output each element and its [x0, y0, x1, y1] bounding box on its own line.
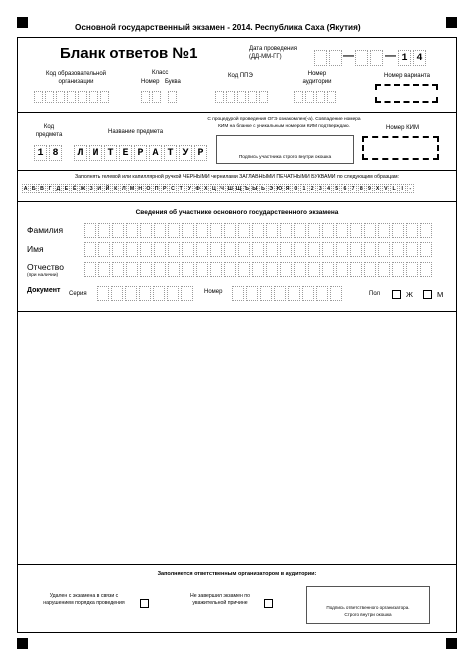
- date-day-cells[interactable]: [314, 50, 342, 66]
- date-format-label: (ДД-ММ-ГГ): [249, 54, 282, 60]
- name-cell[interactable]: [196, 242, 208, 257]
- surname-cell[interactable]: [420, 223, 432, 238]
- gender-female-label: Ж: [406, 290, 413, 299]
- surname-cell[interactable]: [154, 223, 166, 238]
- variant-label: Номер варианта: [384, 73, 430, 79]
- variant-number-box[interactable]: [375, 84, 438, 103]
- organizer-section-title: Заполняется ответственным организатором в аудитории:: [157, 571, 317, 577]
- name-cell[interactable]: [182, 242, 194, 257]
- date-dash: —: [343, 50, 354, 62]
- name-label: Имя: [27, 244, 44, 254]
- document-number-cells[interactable]: [232, 286, 342, 301]
- name-cell[interactable]: [322, 242, 334, 257]
- sample-character: Б: [31, 185, 36, 192]
- divider-3: [17, 201, 457, 202]
- surname-cell[interactable]: [196, 223, 208, 238]
- surname-cell[interactable]: [84, 223, 96, 238]
- patronymic-label: Отчество: [27, 262, 64, 272]
- patronymic-cell[interactable]: [336, 262, 348, 277]
- kim-consent-note-line1: С процедурой проведения ОГЭ ознакомлен(-а). Совпадение номера: [207, 117, 361, 122]
- document-number-cell[interactable]: [246, 286, 258, 301]
- kim-number-label: Номер КИМ: [386, 125, 419, 131]
- sample-character: V: [384, 185, 388, 192]
- patronymic-cell[interactable]: [182, 262, 194, 277]
- document-series-label: Серия: [69, 291, 87, 297]
- surname-cell[interactable]: [378, 223, 390, 238]
- not-finished-label-line1: Не завершил экзамен по: [189, 593, 251, 599]
- name-cell[interactable]: [238, 242, 250, 257]
- patronymic-cell[interactable]: [238, 262, 250, 277]
- sample-character: С: [171, 185, 175, 192]
- surname-cell[interactable]: [266, 223, 278, 238]
- sample-character: 2: [309, 184, 316, 193]
- surname-cell[interactable]: [210, 223, 222, 238]
- surname-cell[interactable]: [364, 223, 376, 238]
- surname-cell[interactable]: [252, 223, 264, 238]
- surname-cell[interactable]: [224, 223, 236, 238]
- surname-cell[interactable]: [280, 223, 292, 238]
- organizer-signature-hint-line1: Подпись ответственного организатора.: [326, 605, 410, 610]
- patronymic-cell[interactable]: [406, 262, 418, 277]
- sample-character: К: [112, 184, 119, 193]
- gender-male-checkbox[interactable]: [423, 290, 432, 299]
- sample-character: П: [154, 185, 159, 192]
- document-series-cell[interactable]: [167, 286, 179, 301]
- date-cell[interactable]: [355, 50, 368, 66]
- class-letter-label: Буква: [165, 79, 181, 85]
- patronymic-cell[interactable]: [364, 262, 376, 277]
- kim-consent-note: [198, 117, 370, 130]
- sample-character: 5: [333, 184, 340, 193]
- subject-code-cell[interactable]: 8: [49, 145, 62, 161]
- surname-cell[interactable]: [336, 223, 348, 238]
- document-number-cell[interactable]: [288, 286, 300, 301]
- not-finished-checkbox[interactable]: [264, 599, 273, 608]
- patronymic-cell[interactable]: [154, 262, 166, 277]
- date-cell[interactable]: [329, 50, 342, 66]
- sample-character: Л: [122, 185, 126, 192]
- sample-character: У: [187, 185, 191, 192]
- document-number-cell[interactable]: [330, 286, 342, 301]
- sample-character: М: [129, 185, 135, 192]
- patronymic-cell[interactable]: [350, 262, 362, 277]
- sample-character: Ь: [261, 185, 265, 192]
- sample-character: Е: [64, 185, 69, 192]
- class-letter-cells[interactable]: [168, 91, 177, 103]
- class-number-label: Номер: [141, 79, 160, 85]
- sample-character: Э: [269, 185, 274, 192]
- surname-cell[interactable]: [350, 223, 362, 238]
- sample-character: 9: [366, 184, 373, 193]
- subject-name-cell[interactable]: А: [149, 145, 162, 161]
- name-cell[interactable]: [294, 242, 306, 257]
- surname-cell[interactable]: [294, 223, 306, 238]
- subject-name-cell[interactable]: И: [89, 145, 102, 161]
- sample-character: Ц: [212, 185, 216, 192]
- sample-character: Я: [285, 185, 290, 192]
- sample-character: 4: [325, 184, 332, 193]
- document-series-cell[interactable]: [139, 286, 151, 301]
- patronymic-cell[interactable]: [112, 262, 124, 277]
- sample-character: Н: [138, 185, 143, 192]
- surname-cell[interactable]: [98, 223, 110, 238]
- patronymic-cells[interactable]: [84, 262, 432, 277]
- patronymic-cell[interactable]: [266, 262, 278, 277]
- divider-2: [17, 170, 457, 171]
- kim-number-box[interactable]: [362, 136, 439, 160]
- sample-character: Й: [105, 185, 110, 192]
- patronymic-cell[interactable]: [420, 262, 432, 277]
- surname-cell[interactable]: [406, 223, 418, 238]
- kim-consent-note-line2: КИМ на бланке с уникальным номером КИМ подтверждаю.: [218, 123, 350, 129]
- name-cell[interactable]: [280, 242, 292, 257]
- class-label: Класс: [152, 70, 169, 76]
- name-cell[interactable]: [350, 242, 362, 257]
- divider-5: [17, 564, 457, 565]
- not-finished-label-line2: уважительной причине: [192, 600, 248, 606]
- patronymic-cell[interactable]: [322, 262, 334, 277]
- page-title: Основной государственный экзамен - 2014. Республика Саха (Якутия): [75, 23, 361, 32]
- document-series-cell[interactable]: [97, 286, 109, 301]
- name-cell[interactable]: [266, 242, 278, 257]
- sample-character: Ъ: [244, 185, 249, 192]
- corner-marker-top-right: [446, 17, 457, 28]
- divider-1: [17, 112, 457, 113]
- patronymic-cell[interactable]: [84, 262, 96, 277]
- form-name: Бланк ответов №1: [60, 45, 198, 62]
- name-cell[interactable]: [336, 242, 348, 257]
- name-cell[interactable]: [140, 242, 152, 257]
- auditorium-label-line2: аудитории: [302, 79, 332, 85]
- surname-cell[interactable]: [112, 223, 124, 238]
- subject-code-label: [34, 123, 64, 139]
- document-series-cell[interactable]: [153, 286, 165, 301]
- patronymic-note: (при наличии): [27, 273, 59, 278]
- corner-marker-bottom-left: [17, 638, 28, 649]
- date-year-cells[interactable]: [398, 50, 426, 66]
- name-cell[interactable]: [112, 242, 124, 257]
- name-cell[interactable]: [364, 242, 376, 257]
- sample-character: 6: [341, 184, 348, 193]
- sample-character: Ы: [252, 185, 258, 192]
- subject-code-cell[interactable]: 1: [34, 145, 47, 161]
- patronymic-cell[interactable]: [98, 262, 110, 277]
- name-cell[interactable]: [84, 242, 96, 257]
- participant-signature-hint: Подпись участника строго внутри окошка: [238, 155, 332, 160]
- sample-character: И: [97, 185, 102, 192]
- name-cell[interactable]: [378, 242, 390, 257]
- name-cell[interactable]: [420, 242, 432, 257]
- name-cell[interactable]: [210, 242, 222, 257]
- document-number-cell[interactable]: [260, 286, 272, 301]
- sample-character: В: [40, 185, 44, 192]
- subject-code-label-line1: Код: [43, 124, 55, 130]
- name-cell[interactable]: [98, 242, 110, 257]
- date-month-cells[interactable]: [355, 50, 383, 66]
- sample-character: 1: [300, 184, 307, 193]
- removed-label-line2: нарушением порядка проведения: [43, 600, 125, 606]
- sample-character: 8: [358, 184, 365, 193]
- subject-name-cell[interactable]: Л: [74, 145, 87, 161]
- surname-cell[interactable]: [322, 223, 334, 238]
- name-cell[interactable]: [154, 242, 166, 257]
- ppe-code-label: Код ППЭ: [228, 73, 253, 79]
- document-series-cell[interactable]: [111, 286, 123, 301]
- sample-character: Т: [178, 184, 185, 193]
- subject-name-cell[interactable]: Р: [134, 145, 147, 161]
- name-cell[interactable]: [224, 242, 236, 257]
- sample-character: Ю: [276, 185, 283, 192]
- sample-character: Х: [203, 185, 208, 192]
- patronymic-cell[interactable]: [196, 262, 208, 277]
- sample-character: З: [89, 185, 93, 192]
- patronymic-cell[interactable]: [294, 262, 306, 277]
- subject-name-cell[interactable]: Р: [194, 145, 207, 161]
- subject-name-label: Название предмета: [108, 129, 164, 135]
- patronymic-cell[interactable]: [140, 262, 152, 277]
- not-finished-label: [176, 593, 264, 607]
- date-cell[interactable]: [370, 50, 383, 66]
- sample-character: О: [146, 185, 151, 192]
- surname-label: Фамилия: [27, 225, 64, 235]
- document-number-cell[interactable]: [232, 286, 244, 301]
- auditorium-label: [295, 70, 339, 86]
- sample-character: L: [390, 184, 397, 193]
- sample-character: Ш: [227, 185, 233, 192]
- sample-character: Р: [163, 185, 167, 192]
- name-cell[interactable]: [252, 242, 264, 257]
- gender-male-label: М: [437, 290, 444, 299]
- corner-marker-bottom-right: [446, 638, 457, 649]
- document-number-cell[interactable]: [302, 286, 314, 301]
- document-number-label: Номер: [204, 289, 223, 295]
- surname-cell[interactable]: [238, 223, 250, 238]
- org-code-cells[interactable]: [34, 91, 109, 103]
- fill-instructions: Заполнять гелевой или капиллярной ручкой ЧЕРНЫМИ чернилами ЗАГЛАВНЫМИ ПЕЧАТНЫМИ БУКВАМИ по следующим образцам:: [75, 174, 399, 180]
- subject-name-cells[interactable]: [74, 145, 207, 161]
- date-dash: —: [385, 50, 396, 62]
- sample-character: -: [407, 184, 414, 193]
- document-series-cells[interactable]: [97, 286, 193, 301]
- surname-cell[interactable]: [392, 223, 404, 238]
- date-cell[interactable]: 4: [413, 50, 426, 66]
- patronymic-cell[interactable]: [280, 262, 292, 277]
- name-cell[interactable]: [308, 242, 320, 257]
- class-number-cells[interactable]: [141, 91, 161, 103]
- sample-character: 0: [292, 184, 299, 193]
- removed-checkbox[interactable]: [140, 599, 149, 608]
- document-series-cell[interactable]: [125, 286, 137, 301]
- name-cell[interactable]: [168, 242, 180, 257]
- surname-cell[interactable]: [126, 223, 138, 238]
- organizer-signature-hint: [306, 605, 430, 618]
- org-code-label: [36, 70, 116, 86]
- document-number-cell[interactable]: [316, 286, 328, 301]
- name-cell[interactable]: [126, 242, 138, 257]
- patronymic-cell[interactable]: [168, 262, 180, 277]
- surname-cell[interactable]: [168, 223, 180, 238]
- patronymic-cell[interactable]: [308, 262, 320, 277]
- sample-characters: [22, 184, 414, 193]
- sample-character: Щ: [235, 185, 242, 192]
- ppe-code-cells[interactable]: [215, 91, 268, 103]
- sample-character: 7: [350, 184, 357, 193]
- sample-character: X: [375, 185, 380, 192]
- sample-character: Ф: [195, 185, 200, 192]
- sample-character: 3: [317, 184, 324, 193]
- sample-character: Г: [47, 184, 54, 193]
- date-label: Дата проведения: [249, 46, 297, 52]
- surname-cell[interactable]: [140, 223, 152, 238]
- removed-label: [30, 593, 138, 607]
- sample-character: I: [399, 184, 406, 193]
- sample-character: Д: [56, 185, 61, 192]
- removed-label-line1: Удален с экзамена в связи с: [49, 593, 119, 599]
- subject-name-cell[interactable]: Т: [164, 145, 177, 161]
- date-cell[interactable]: [314, 50, 327, 66]
- org-code-label-line2: организации: [58, 79, 94, 85]
- date-cell[interactable]: 1: [398, 50, 411, 66]
- subject-name-cell[interactable]: Е: [119, 145, 132, 161]
- sample-character: Ч: [220, 185, 224, 192]
- document-series-cell[interactable]: [181, 286, 193, 301]
- name-cell[interactable]: [392, 242, 404, 257]
- document-number-cell[interactable]: [274, 286, 286, 301]
- gender-label: Пол: [369, 291, 381, 297]
- auditorium-label-line1: Номер: [307, 71, 327, 77]
- surname-cell[interactable]: [182, 223, 194, 238]
- sample-character: Ж: [80, 185, 86, 192]
- patronymic-cell[interactable]: [126, 262, 138, 277]
- surname-cell[interactable]: [308, 223, 320, 238]
- org-code-label-line1: Код образовательной: [45, 71, 107, 77]
- gender-female-checkbox[interactable]: [392, 290, 401, 299]
- auditorium-cells[interactable]: [294, 91, 336, 103]
- patronymic-cell[interactable]: [252, 262, 264, 277]
- patronymic-cell[interactable]: [392, 262, 404, 277]
- patronymic-cell[interactable]: [210, 262, 222, 277]
- subject-name-cell[interactable]: У: [179, 145, 192, 161]
- organizer-signature-hint-line2: Строго внутри окошка: [344, 611, 392, 617]
- surname-cells[interactable]: [84, 223, 432, 238]
- name-cells[interactable]: [84, 242, 432, 257]
- document-label: Документ: [27, 287, 61, 294]
- corner-marker-top-left: [17, 17, 28, 28]
- subject-code-cells[interactable]: [34, 145, 62, 161]
- sample-character: Ё: [72, 185, 77, 192]
- subject-name-cell[interactable]: Т: [104, 145, 117, 161]
- patronymic-cell[interactable]: [224, 262, 236, 277]
- answer-area: [18, 312, 456, 564]
- subject-code-label-line2: предмета: [35, 132, 63, 138]
- patronymic-cell[interactable]: [378, 262, 390, 277]
- participant-section-title: Сведения об участнике основного государственного экзамена: [135, 209, 339, 216]
- name-cell[interactable]: [406, 242, 418, 257]
- sample-character: А: [23, 185, 28, 192]
